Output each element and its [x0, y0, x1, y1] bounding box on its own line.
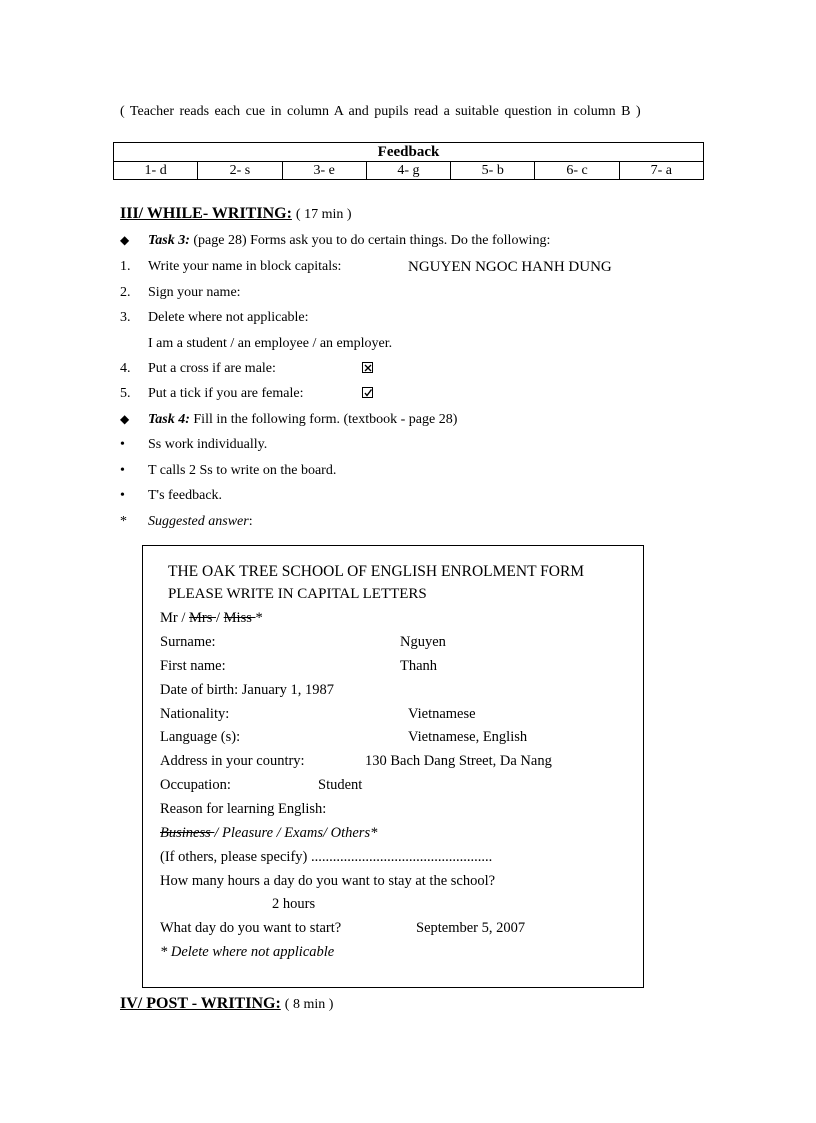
item-text: Put a cross if are male:	[148, 361, 276, 376]
item-number: 3.	[120, 310, 131, 325]
dot-bullet-icon: •	[120, 463, 125, 478]
suggested-answer-label	[148, 514, 253, 530]
others-line: (If others, please specify) ..................................................	[160, 849, 493, 865]
item-text: I am a student / an employee / an employer.	[148, 336, 393, 351]
feedback-table	[113, 142, 704, 180]
suggested-star: *	[120, 514, 127, 529]
feedback-row	[114, 162, 704, 180]
firstname-label: First name:	[160, 658, 226, 674]
post-writing-time: ( 8 min )	[284, 997, 334, 1012]
start-question: What day do you want to start?	[160, 920, 342, 936]
note-item: Ss work individually.	[148, 437, 268, 452]
language-label: Language (s):	[160, 729, 241, 745]
task3-label: Task 3:	[148, 233, 190, 248]
title-miss: Miss	[223, 610, 256, 626]
feedback-cell: 6- c	[535, 162, 619, 180]
dot-bullet-icon: •	[120, 437, 125, 452]
diamond-bullet-icon: ◆	[120, 412, 130, 426]
form-title: THE OAK TREE SCHOOL OF ENGLISH ENROLMENT FORM	[168, 563, 585, 580]
title-sep: /	[216, 610, 224, 626]
item-text: Put a tick if you are female:	[148, 386, 304, 401]
feedback-cell: 2- s	[198, 162, 282, 180]
start-answer: September 5, 2007	[416, 920, 526, 936]
reason-business: Business	[160, 825, 215, 841]
occupation-value: Student	[318, 777, 363, 793]
reason-rest: / Pleasure / Exams/ Others*	[214, 825, 378, 841]
nationality-value: Vietnamese	[408, 706, 476, 722]
feedback-cell: 3- e	[282, 162, 366, 180]
feedback-cell: 4- g	[366, 162, 450, 180]
note-item: T's feedback.	[148, 488, 223, 503]
reason-label: Reason for learning English:	[160, 801, 327, 817]
dob-line: Date of birth: January 1, 1987	[160, 682, 334, 698]
feedback-cell: 7- a	[619, 162, 703, 180]
suggested-answer-colon: :	[248, 514, 253, 529]
nationality-label: Nationality:	[160, 706, 230, 722]
surname-label: Surname:	[160, 634, 216, 650]
item-text: Delete where not applicable:	[148, 310, 309, 325]
note-item: T calls 2 Ss to write on the board.	[148, 463, 337, 478]
item-number: 1.	[120, 259, 131, 274]
feedback-header: Feedback	[114, 143, 704, 162]
form-subtitle: PLEASE WRITE IN CAPITAL LETTERS	[168, 586, 427, 602]
item-number: 2.	[120, 285, 131, 300]
suggested-answer-text: Suggested answer	[148, 514, 249, 529]
address-label: Address in your country:	[160, 753, 305, 769]
while-writing-time: ( 17 min )	[295, 207, 352, 222]
item-text: Sign your name:	[148, 285, 241, 300]
task4-label: Task 4:	[148, 412, 190, 427]
hours-question: How many hours a day do you want to stay at the school?	[160, 873, 496, 889]
title-mrs: Mrs	[189, 610, 216, 626]
title-mr: Mr /	[160, 610, 189, 626]
firstname-value: Thanh	[400, 658, 438, 674]
diamond-bullet-icon: ◆	[120, 233, 130, 247]
reason-options	[160, 825, 377, 842]
post-writing-heading	[120, 995, 333, 1013]
occupation-label: Occupation:	[160, 777, 231, 793]
task3-text: (page 28) Forms ask you to do certain things. Do the following:	[189, 233, 551, 248]
item-answer-name: NGUYEN NGOC HANH DUNG	[408, 259, 612, 275]
enrolment-form	[142, 545, 644, 988]
title-star: *	[255, 610, 263, 626]
intro-instruction: ( Teacher reads each cue in column A and pupils read a suitable question in column B )	[120, 104, 641, 119]
language-value: Vietnamese, English	[408, 729, 528, 745]
post-writing-title: IV/ POST - WRITING:	[120, 995, 281, 1012]
feedback-cell: 5- b	[451, 162, 535, 180]
form-title-options	[160, 610, 263, 627]
hours-answer: 2 hours	[272, 896, 316, 912]
item-text: Write your name in block capitals:	[148, 259, 342, 274]
item-number: 5.	[120, 386, 131, 401]
while-writing-heading	[120, 205, 352, 223]
cross-checkbox-icon	[362, 362, 373, 373]
task4-text: Fill in the following form. (textbook - page 28)	[189, 412, 458, 427]
task4-line	[148, 412, 457, 428]
tick-checkbox-icon	[362, 387, 373, 398]
feedback-cell: 1- d	[114, 162, 198, 180]
address-value: 130 Bach Dang Street, Da Nang	[365, 753, 552, 769]
item-number: 4.	[120, 361, 131, 376]
dot-bullet-icon: •	[120, 488, 125, 503]
task3-line	[148, 233, 550, 249]
form-footnote: * Delete where not applicable	[160, 944, 335, 960]
surname-value: Nguyen	[400, 634, 446, 650]
while-writing-title: III/ WHILE- WRITING:	[120, 205, 292, 222]
